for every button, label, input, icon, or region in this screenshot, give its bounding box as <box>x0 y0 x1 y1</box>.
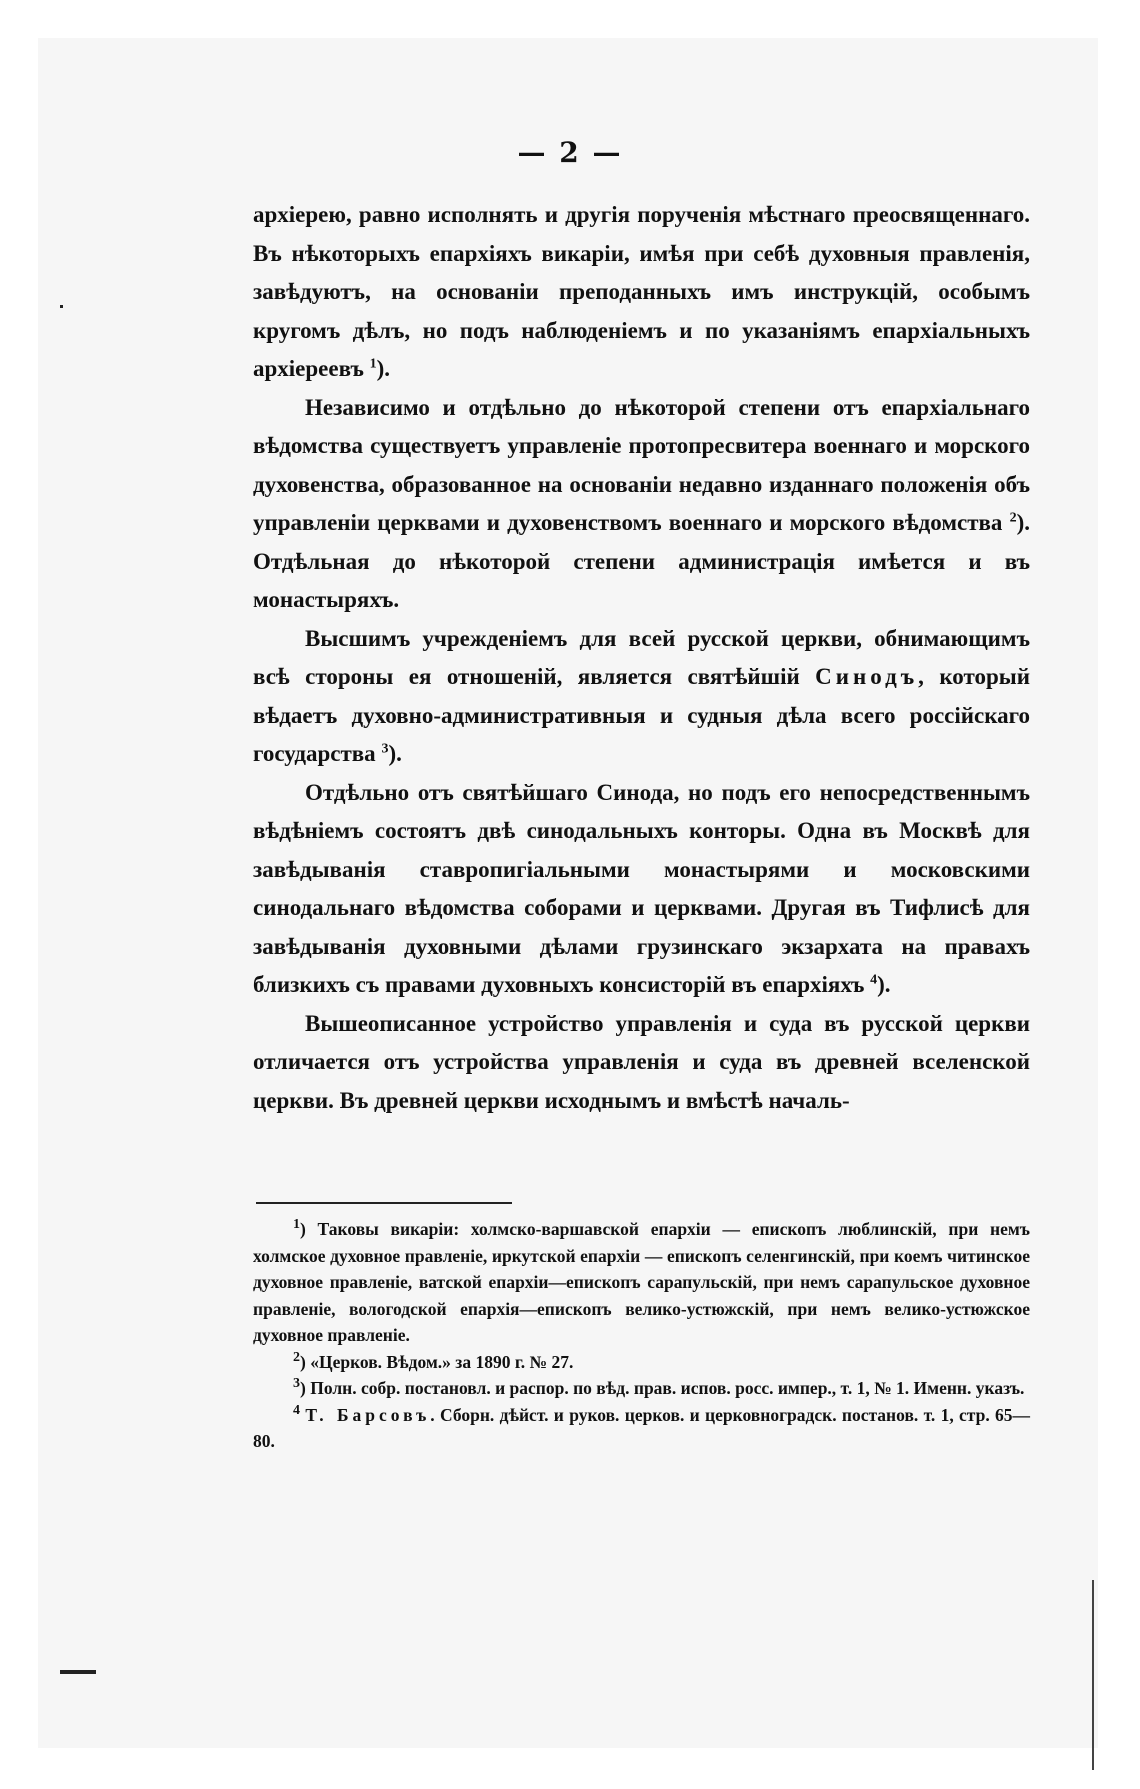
paragraph-5 <box>253 1005 1030 1121</box>
page-number: — 2 — <box>517 136 623 169</box>
footnote-2-mark: 2 <box>293 1349 300 1365</box>
footnote-3 <box>253 1375 1030 1402</box>
scan-mark-right <box>1092 1580 1094 1770</box>
paragraph-3-tail: ). <box>388 741 402 766</box>
footnote-2 <box>253 1349 1030 1376</box>
footnote-1-text: ) Таковы викаріи: холмско-варшавской епархіи — епископъ люблинскій, при немъ холмское духовное правленіе, иркутской епархіи — епископъ селенгинскій, при коемъ читинское духовное правленіе, ватской епархіи—епископъ сарапульскій, при немъ сарапульское духовное правленіе, вологодской епархія—епископъ велико-устюжскій, при немъ велико-устюжское духовное правленіе. <box>253 1219 1030 1345</box>
paragraph-4-tail: ). <box>877 972 891 997</box>
paragraph-3 <box>253 620 1030 774</box>
scan-mark-left <box>60 1670 96 1674</box>
paragraph-4 <box>253 774 1030 1005</box>
paragraph-1-tail: ). <box>376 356 391 381</box>
footnote-1 <box>253 1216 1030 1349</box>
footnote-4-text: . Сборн. дѣйст. и руков. церков. и церковноградск. постанов. т. 1, стр. 65—80. <box>253 1404 1031 1451</box>
paragraph-3-text-b: , который вѣдаетъ духовно-административныя и судныя дѣла всего россійскаго государства <box>253 664 1030 766</box>
paragraph-1 <box>253 196 1030 389</box>
footnote-4-mark: 4 <box>293 1402 300 1418</box>
footnote-3-mark: 3 <box>293 1376 300 1392</box>
paragraph-2-text-a: Независимо и отдѣльно до нѣкоторой степени отъ епархіальнаго вѣдомства существуетъ управленіе протопресвитера военнаго и морского духовенства, образованное на основаніи недавно изданнаго положенія объ управленіи церквами и духовенствомъ военнаго и морского вѣдомства <box>253 394 1030 535</box>
footnote-ref-1: 1 <box>369 356 377 372</box>
body-text <box>253 196 1030 1120</box>
footnote-ref-3: 3 <box>381 741 389 757</box>
footnote-3-text: ) Полн. собр. постановл. и распор. по вѣд. прав. испов. росс. импер., т. 1, № 1. Именн. указъ. <box>300 1378 1025 1398</box>
paragraph-3-text-a: Высшимъ учрежденіемъ для всей русской церкви, обнимающимъ всѣ стороны ея отношеній, является святѣйшій <box>253 625 1030 689</box>
paragraph-4-text: Отдѣльно отъ святѣйшаго Синода, но подъ его непосредственнымъ вѣдѣніемъ состоятъ двѣ синодальныхъ конторы. Одна въ Москвѣ для завѣдыванія ставропигіальными монастырями и московскими синодальнаго вѣдомства соборами и церквами. Другая въ Тифлисѣ для завѣдыванія духовными дѣлами грузинскаго экзархата на правахъ близкихъ съ правами духовныхъ консисторій въ епархіяхъ <box>253 779 1030 997</box>
synod-word: Синодъ <box>815 664 919 689</box>
footnote-4-author: Т. Барсовъ <box>305 1404 431 1425</box>
footnotes <box>253 1216 1030 1455</box>
paragraph-2 <box>253 389 1030 620</box>
footnote-2-text: ) «Церков. Вѣдом.» за 1890 г. № 27. <box>300 1351 574 1372</box>
footnote-ref-4: 4 <box>870 972 878 988</box>
scan-mark-left-small <box>60 305 63 308</box>
footnote-divider <box>256 1202 512 1204</box>
footnote-4 <box>253 1402 1030 1455</box>
footnote-1-mark: 1 <box>293 1217 300 1233</box>
footnote-ref-2: 2 <box>1009 510 1017 526</box>
paragraph-2-text-b: ). Отдѣльная до нѣкоторой степени администрація имѣется и въ монастыряхъ. <box>253 510 1030 612</box>
paragraph-5-text: Вышеописанное устройство управленія и суда въ русской церкви отличается отъ устройства управленія и суда въ древней вселенской церкви. Въ древней церкви исходнымъ и вмѣстѣ началь- <box>253 1010 1030 1113</box>
paragraph-1-text: архіерею, равно исполнять и другія порученія мѣстнаго преосвященнаго. Въ нѣкоторыхъ епархіяхъ викаріи, имѣя при себѣ духовныя правленія, завѣдуютъ, на основаніи преподанныхъ имъ инструкцій, особымъ кругомъ дѣлъ, но подъ наблюденіемъ и по указаніямъ епархіальныхъ архіереевъ <box>253 202 1030 381</box>
